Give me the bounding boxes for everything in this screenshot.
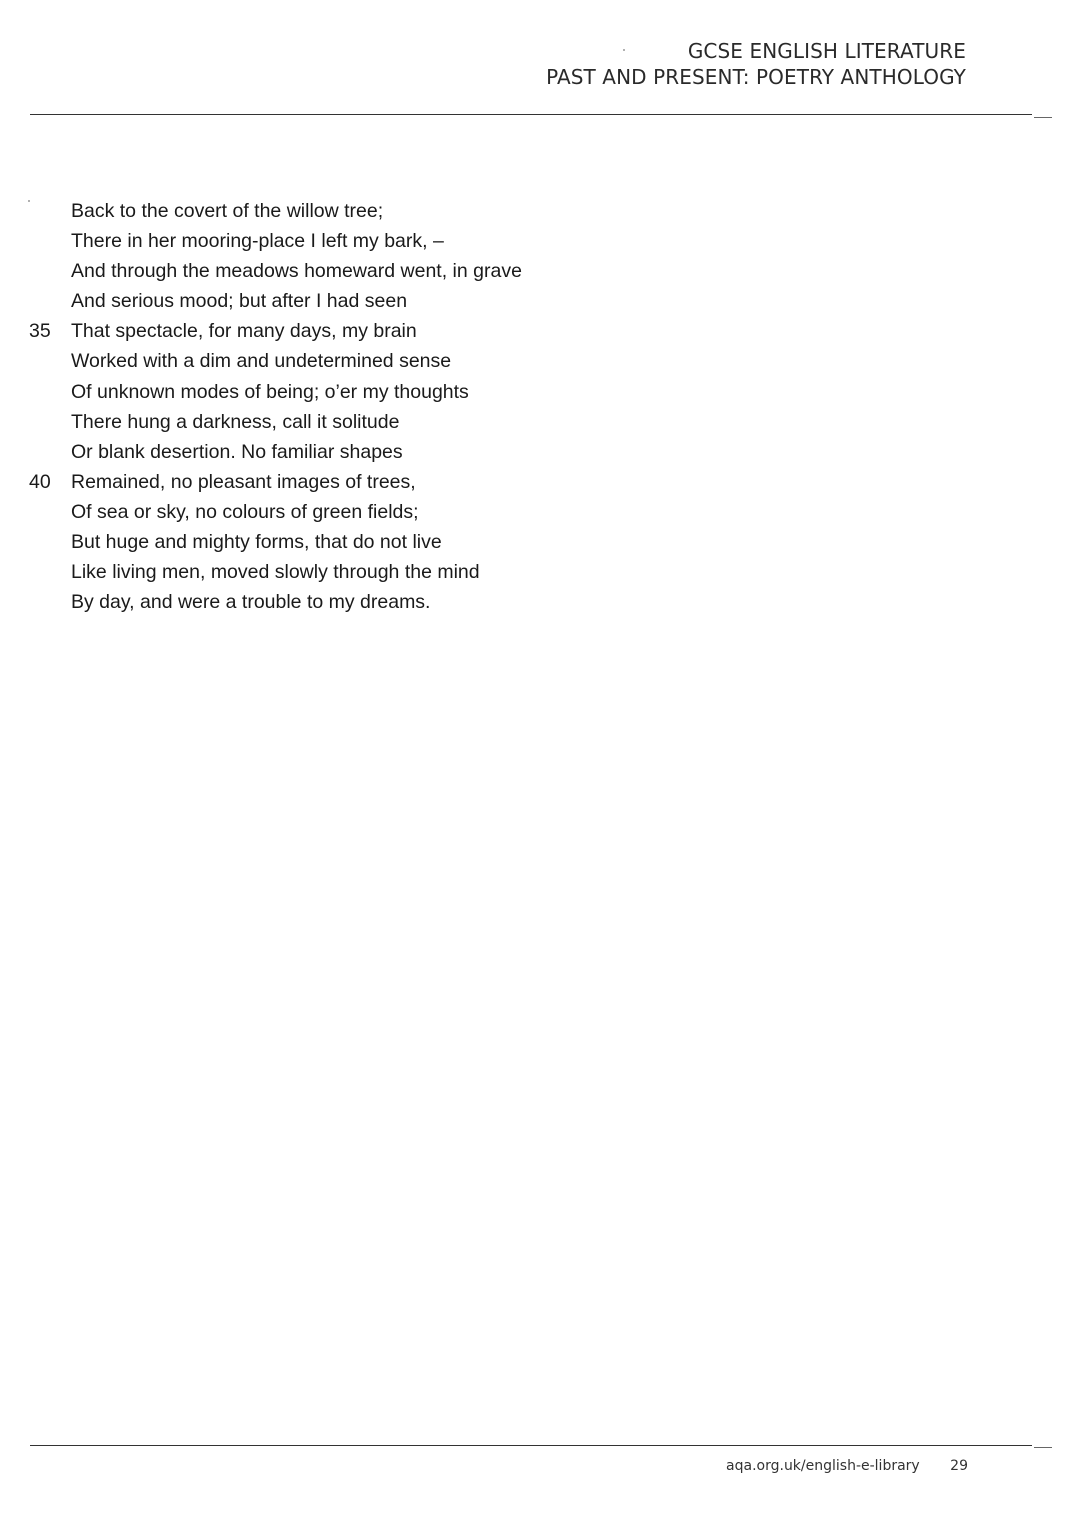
line-text: That spectacle, for many days, my brain	[71, 320, 417, 343]
footer-divider	[30, 1445, 1032, 1446]
scan-speck	[623, 49, 625, 51]
line-text: Like living men, moved slowly through the mind	[71, 561, 480, 584]
header-anthology-title: PAST AND PRESENT: POETRY ANTHOLOGY	[546, 65, 966, 89]
header-subject: GCSE ENGLISH LITERATURE	[687, 39, 966, 63]
page-footer	[726, 1458, 968, 1474]
line-text: By day, and were a trouble to my dreams.	[71, 591, 431, 614]
header-divider-tail	[1034, 117, 1052, 118]
footer-url: aqa.org.uk/english-e-library	[726, 1458, 920, 1474]
page-header	[546, 38, 966, 90]
line-text: And serious mood; but after I had seen	[71, 290, 408, 313]
line-text: Of sea or sky, no colours of green fields;	[71, 500, 419, 523]
line-number: 35	[29, 320, 51, 343]
line-text: Worked with a dim and undetermined sense	[71, 350, 452, 373]
page-number: 29	[950, 1458, 968, 1474]
line-text: Back to the covert of the willow tree;	[71, 200, 384, 222]
header-divider	[30, 114, 1032, 115]
line-text: Of unknown modes of being; o’er my thoughts	[71, 380, 469, 403]
line-text: There in her mooring-place I left my bark, –	[71, 230, 444, 253]
scan-speck	[28, 200, 30, 202]
footer-divider-tail	[1034, 1447, 1052, 1448]
line-text: There hung a darkness, call it solitude	[71, 410, 400, 433]
line-text: But huge and mighty forms, that do not live	[71, 531, 442, 554]
line-text: Remained, no pleasant images of trees,	[71, 470, 416, 493]
line-text: And through the meadows homeward went, in grave	[71, 260, 522, 283]
line-number: 40	[29, 470, 51, 493]
line-text: Or blank desertion. No familiar shapes	[71, 440, 403, 463]
